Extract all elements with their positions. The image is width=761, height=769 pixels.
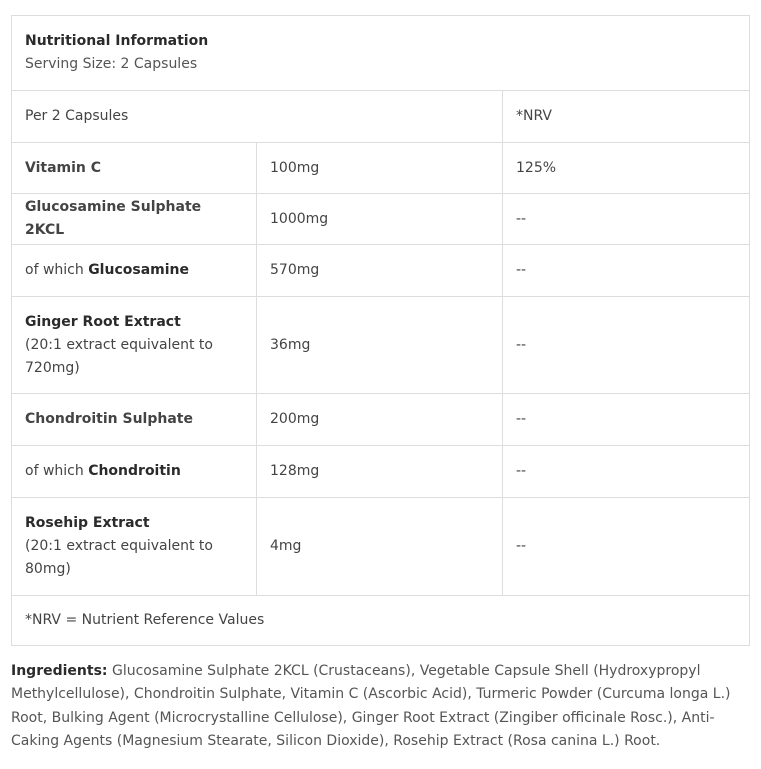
- nutrient-sub: (20:1 extract equivalent to 80mg): [25, 538, 213, 577]
- nutrient-name: Vitamin C: [12, 143, 257, 194]
- nutrient-name: Glucosamine: [88, 262, 189, 278]
- footnote-row: [12, 596, 750, 646]
- nutrient-nrv: --: [503, 245, 750, 297]
- nutrient-sub: (20:1 extract equivalent to 720mg): [25, 336, 213, 376]
- nutrient-nrv: --: [503, 297, 750, 394]
- nutrient-amount: 570mg: [257, 245, 503, 297]
- table-header-row: [12, 16, 750, 91]
- column-per-header: Per 2 Capsules: [12, 91, 503, 143]
- nutrient-nrv: --: [503, 498, 750, 596]
- nutrient-nrv: --: [503, 194, 750, 245]
- nutrient-name: Ginger Root Extract: [25, 313, 181, 330]
- footnote: *NRV = Nutrient Reference Values: [12, 596, 750, 646]
- nutrient-name-cell: [12, 446, 257, 498]
- nutrient-name-cell: [12, 297, 257, 394]
- table-row: [12, 245, 750, 297]
- serving-size: Serving Size: 2 Capsules: [25, 56, 198, 72]
- table-row: [12, 498, 750, 596]
- nutrient-amount: 4mg: [257, 498, 503, 596]
- nutrient-name: Glucosamine Sulphate 2KCL: [12, 194, 257, 245]
- column-nrv-header: *NRV: [503, 91, 750, 143]
- nutrient-name: Rosehip Extract: [25, 515, 150, 531]
- table-row: [12, 394, 750, 446]
- nutrient-amount: 1000mg: [257, 194, 503, 245]
- nutrient-nrv: --: [503, 394, 750, 446]
- nutrition-table: [11, 15, 750, 646]
- ingredients-paragraph: [11, 660, 751, 753]
- nutrient-amount: 200mg: [257, 394, 503, 446]
- nutrient-name-cell: [12, 498, 257, 596]
- table-row: [12, 143, 750, 194]
- nutrient-name: Chondroitin: [88, 463, 181, 479]
- table-title: Nutritional Information: [25, 33, 209, 49]
- nutrient-amount: 100mg: [257, 143, 503, 194]
- ingredients-label: Ingredients:: [11, 663, 108, 679]
- nutrient-amount: 36mg: [257, 297, 503, 394]
- nutrient-amount: 128mg: [257, 446, 503, 498]
- table-row: [12, 194, 750, 245]
- nutrient-prefix: of which: [25, 262, 89, 278]
- nutrient-nrv: 125%: [503, 143, 750, 194]
- table-row: [12, 297, 750, 394]
- nutrient-name-cell: [12, 245, 257, 297]
- table-row: [12, 446, 750, 498]
- nutrient-prefix: of which: [25, 463, 89, 479]
- table-header-cell: [12, 16, 750, 91]
- nutrient-nrv: --: [503, 446, 750, 498]
- ingredients-text: Glucosamine Sulphate 2KCL (Crustaceans), Vegetable Capsule Shell (Hydroxypropyl Methylcellulose), Chondroitin Sulphate, Vitamin C (Ascorbic Acid), Turmeric Powder (Curcuma longa L.) Root, Bulking Agent (Microcrystalline Cellulose), Ginger Root Extract (Zingiber officinale Rosc.), Anti-Caking Agents (Magnesium Stearate, Silicon Dioxide), Rosehip Extract (Rosa canina L.) Root.: [11, 663, 731, 749]
- nutrient-name: Chondroitin Sulphate: [12, 394, 257, 446]
- column-header-row: [12, 91, 750, 143]
